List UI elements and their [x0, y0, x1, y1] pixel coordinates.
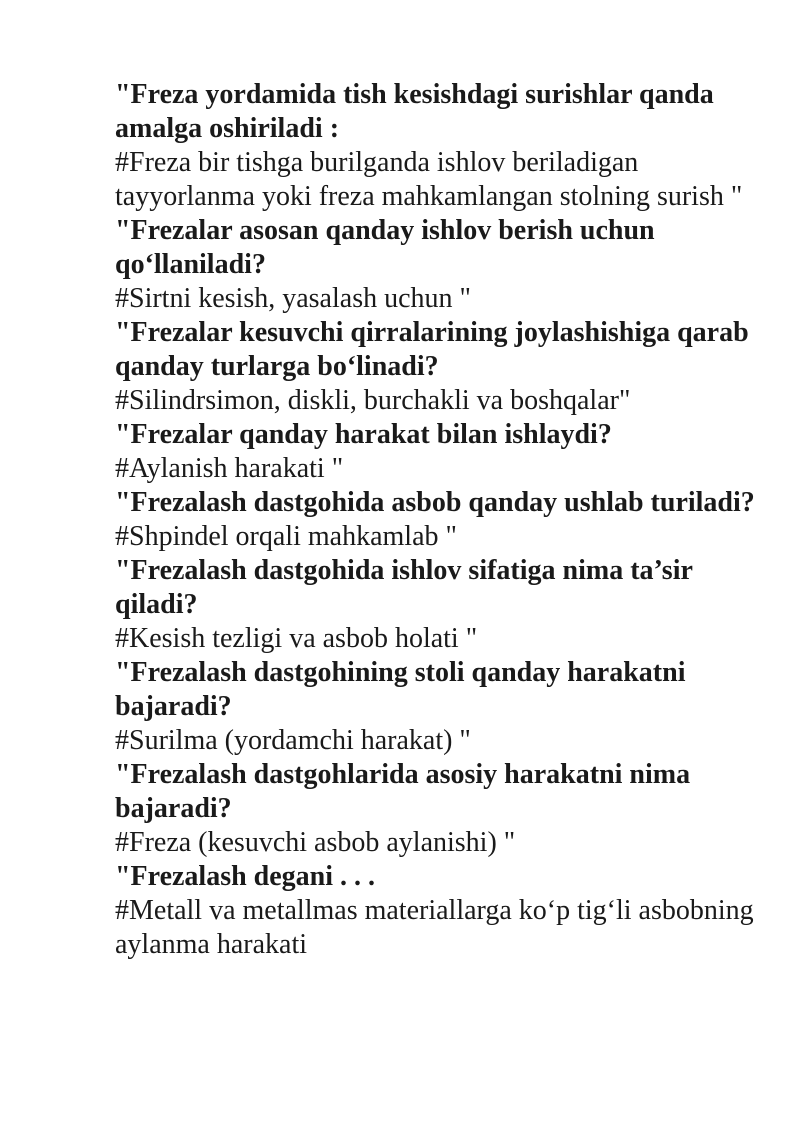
question-text: "Frezalash dastgohining stoli qanday harakatni bajaradi? [115, 657, 686, 722]
question-text: "Frezalar kesuvchi qirralarining joylashishiga qarab qanday turlarga bo‘linadi? [115, 317, 749, 382]
question-text: "Frezalash dastgohida asbob qanday ushlab turiladi? [115, 487, 755, 518]
qa-item-1 [115, 78, 755, 214]
qa-item-5 [115, 486, 755, 554]
question-text: "Freza yordamida tish kesishdagi surishlar qanda amalga oshiriladi : [115, 79, 714, 144]
answer-text: #Aylanish harakati " [115, 453, 344, 484]
question-text: "Frezalash dastgohlarida asosiy harakatni nima bajaradi? [115, 759, 691, 824]
answer-text: #Metall va metallmas materiallarga ko‘p tig‘li asbobning aylanma harakati [115, 895, 754, 960]
question-text: "Frezalar qanday harakat bilan ishlaydi? [115, 419, 612, 450]
qa-item-2 [115, 214, 755, 316]
answer-text: #Freza (kesuvchi asbob aylanishi) " [115, 827, 516, 858]
qa-item-4 [115, 418, 755, 486]
answer-text: #Silindrsimon, diskli, burchakli va boshqalar" [115, 385, 631, 416]
answer-text: #Kesish tezligi va asbob holati " [115, 623, 478, 654]
answer-text: #Freza bir tishga burilganda ishlov beriladigan tayyorlanma yoki freza mahkamlangan stolning surish " [115, 147, 743, 212]
question-text: "Frezalash dastgohida ishlov sifatiga nima ta’sir qiladi? [115, 555, 693, 620]
question-text: "Frezalash degani . . . [115, 861, 376, 892]
qa-item-6 [115, 554, 755, 656]
qa-item-7 [115, 656, 755, 758]
qa-item-3 [115, 316, 755, 418]
answer-text: #Shpindel orqali mahkamlab " [115, 521, 457, 552]
document-page [115, 78, 755, 962]
question-text: "Frezalar asosan qanday ishlov berish uchun qo‘llaniladi? [115, 215, 655, 280]
answer-text: #Sirtni kesish, yasalash uchun " [115, 283, 471, 314]
qa-item-8 [115, 758, 755, 860]
answer-text: #Surilma (yordamchi harakat) " [115, 725, 471, 756]
qa-item-9 [115, 860, 755, 962]
